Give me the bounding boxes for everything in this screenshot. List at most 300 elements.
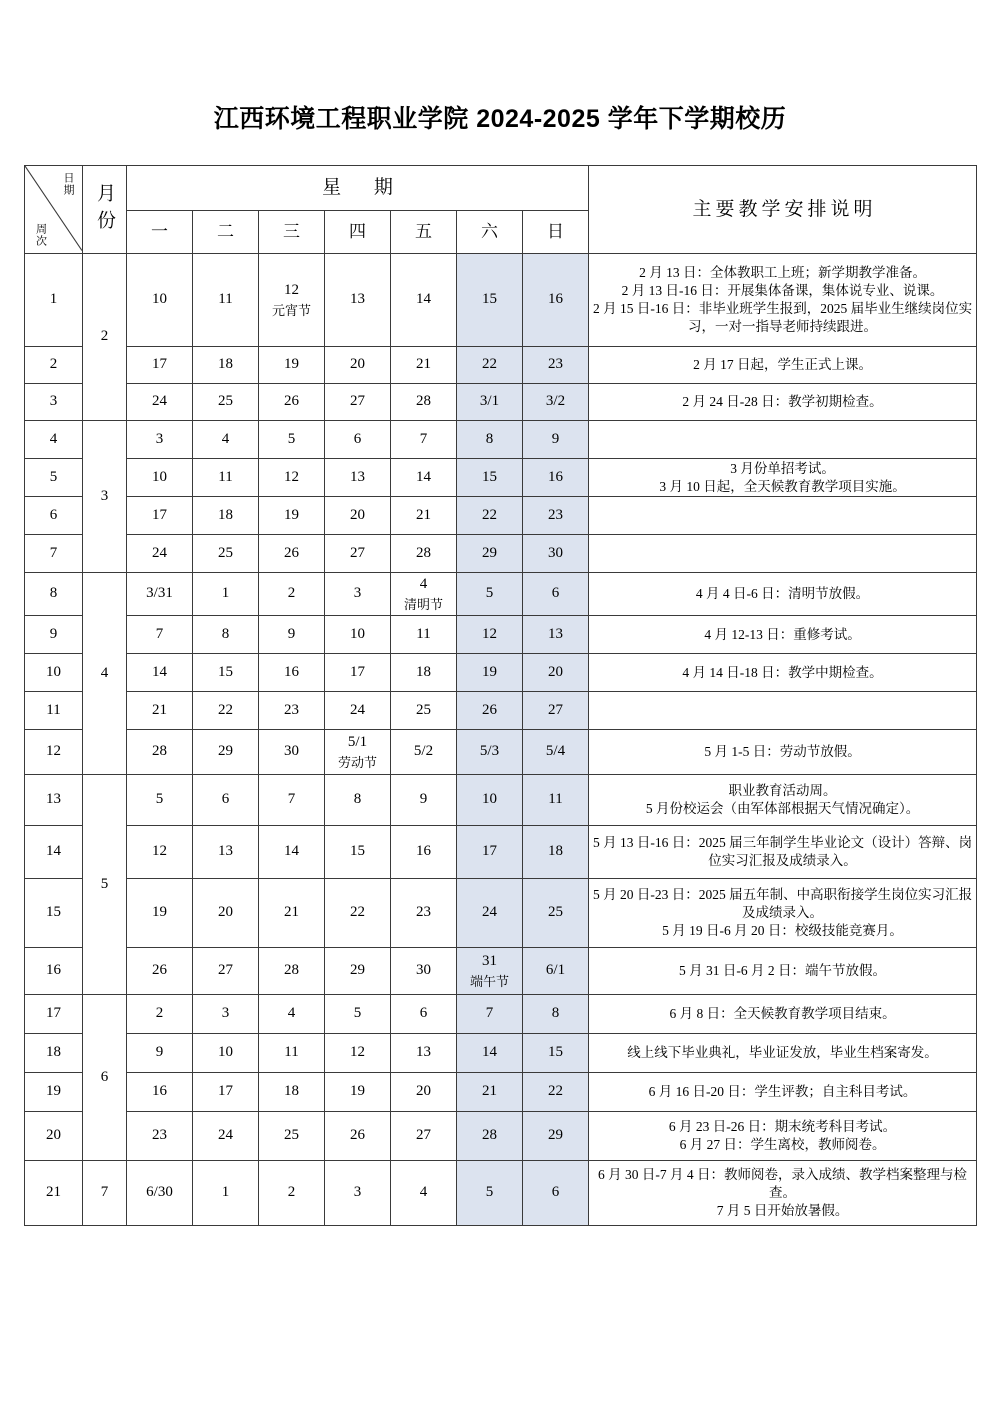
page-title: 江西环境工程职业学院 2024-2025 学年下学期校历 — [213, 105, 787, 133]
table-row — [25, 879, 977, 948]
date-cell — [457, 573, 523, 616]
date-number: 22 — [548, 1083, 563, 1100]
date-cell — [127, 1034, 193, 1073]
date-cell — [127, 254, 193, 347]
date-cell — [325, 1073, 391, 1112]
month-number-cell: 6 — [83, 995, 127, 1161]
date-number: 18 — [548, 843, 563, 860]
date-number: 16 — [548, 468, 563, 485]
date-cell — [457, 616, 523, 654]
corner-week-label: 周次 — [34, 223, 47, 247]
date-cell — [193, 948, 259, 995]
date-cell — [391, 573, 457, 616]
date-cell — [259, 995, 325, 1034]
notes-cell — [589, 1034, 977, 1073]
week-number-cell: 6 — [25, 497, 83, 535]
date-cell — [193, 421, 259, 459]
date-number: 10 — [482, 791, 497, 808]
date-number: 21 — [152, 701, 167, 718]
date-cell — [523, 948, 589, 995]
date-cell — [391, 948, 457, 995]
date-cell — [391, 535, 457, 573]
date-number: 20 — [416, 1083, 431, 1100]
date-number: 9 — [419, 791, 428, 808]
date-cell — [127, 497, 193, 535]
date-number: 10 — [152, 468, 167, 485]
note-line: 线上线下毕业典礼，毕业证发放，毕业生档案寄发。 — [627, 1045, 938, 1061]
week-number-cell: 12 — [25, 730, 83, 775]
date-cell — [523, 1073, 589, 1112]
week-number-cell: 14 — [25, 826, 83, 879]
date-number: 5/3 — [479, 743, 500, 760]
date-number: 5 — [287, 430, 296, 447]
date-number: 5/2 — [413, 743, 434, 760]
date-cell — [391, 1034, 457, 1073]
notes-cell — [589, 948, 977, 995]
date-number: 23 — [284, 701, 299, 718]
date-cell — [127, 1161, 193, 1226]
note-line: 职业教育活动周。 — [728, 783, 837, 799]
date-cell — [193, 497, 259, 535]
note-line: 5 月份校运会（由军体部根据天气情况确定）。 — [645, 801, 920, 816]
date-cell — [391, 692, 457, 730]
date-cell — [325, 1034, 391, 1073]
date-number: 27 — [350, 544, 365, 561]
date-number: 7 — [485, 1005, 494, 1022]
date-cell — [127, 573, 193, 616]
date-number: 18 — [284, 1083, 299, 1100]
week-number-cell: 20 — [25, 1112, 83, 1161]
notes-cell — [589, 616, 977, 654]
date-cell — [391, 730, 457, 775]
date-number: 30 — [548, 544, 563, 561]
date-cell — [391, 616, 457, 654]
date-cell — [259, 730, 325, 775]
date-number: 30 — [416, 962, 431, 979]
date-cell — [457, 384, 523, 421]
date-number: 28 — [284, 962, 299, 979]
date-cell — [325, 879, 391, 948]
date-number: 2 — [287, 1184, 296, 1201]
date-number: 26 — [350, 1127, 365, 1144]
date-cell — [391, 1073, 457, 1112]
date-number: 15 — [482, 291, 497, 308]
day-of-week-header-2: 二 — [193, 211, 259, 254]
date-cell — [259, 826, 325, 879]
date-cell — [127, 692, 193, 730]
note-line: 3 月 10 日起，全天候教育教学项目实施。 — [659, 478, 906, 494]
date-number: 14 — [416, 468, 431, 485]
date-cell — [193, 879, 259, 948]
date-cell — [391, 421, 457, 459]
month-number-cell: 4 — [83, 573, 127, 775]
date-number: 17 — [350, 663, 365, 680]
date-cell — [457, 730, 523, 775]
date-number: 6 — [551, 1184, 560, 1201]
date-number: 2 — [287, 585, 296, 602]
date-number: 6 — [221, 791, 230, 808]
month-number-cell: 3 — [83, 421, 127, 573]
date-cell — [325, 692, 391, 730]
date-cell — [391, 254, 457, 347]
date-number: 22 — [218, 701, 233, 718]
date-number: 11 — [284, 1044, 299, 1061]
table-row — [25, 995, 977, 1034]
notes-cell — [589, 730, 977, 775]
week-number-cell: 9 — [25, 616, 83, 654]
date-cell — [523, 654, 589, 692]
date-number: 12 — [284, 468, 299, 485]
date-number: 18 — [218, 356, 233, 373]
date-number: 3 — [221, 1005, 230, 1022]
date-number: 16 — [152, 1083, 167, 1100]
date-number: 4 — [419, 576, 428, 593]
table-row — [25, 826, 977, 879]
date-cell — [325, 384, 391, 421]
date-cell — [325, 826, 391, 879]
week-number-cell: 10 — [25, 654, 83, 692]
date-number: 6 — [353, 430, 362, 447]
date-cell — [457, 879, 523, 948]
table-row — [25, 254, 977, 347]
week-number-cell: 18 — [25, 1034, 83, 1073]
month-header-char-2: 份 — [94, 209, 116, 229]
date-cell — [127, 384, 193, 421]
date-number: 24 — [350, 701, 365, 718]
date-number: 9 — [155, 1044, 164, 1061]
date-number: 2 — [155, 1005, 164, 1022]
date-number: 24 — [482, 904, 497, 921]
notes-column-header: 主要教学安排说明 — [589, 166, 977, 254]
date-number: 14 — [482, 1044, 497, 1061]
date-cell — [325, 347, 391, 384]
date-cell — [127, 535, 193, 573]
date-cell — [127, 826, 193, 879]
date-number: 15 — [218, 663, 233, 680]
date-number: 13 — [350, 468, 365, 485]
date-cell — [193, 347, 259, 384]
date-cell — [391, 459, 457, 497]
date-cell — [127, 616, 193, 654]
notes-cell — [589, 254, 977, 347]
date-number: 12 — [152, 843, 167, 860]
table-row — [25, 1034, 977, 1073]
note-line: 6 月 16 日-20 日：学生评教；自主科目考试。 — [648, 1084, 917, 1100]
date-number: 20 — [350, 356, 365, 373]
date-number: 5 — [155, 791, 164, 808]
date-cell — [391, 879, 457, 948]
notes-cell — [589, 1112, 977, 1161]
notes-cell — [589, 384, 977, 421]
week-number-cell: 15 — [25, 879, 83, 948]
date-cell — [325, 654, 391, 692]
date-number: 5 — [485, 585, 494, 602]
date-number: 5/4 — [545, 743, 566, 760]
date-cell — [127, 730, 193, 775]
date-cell — [325, 254, 391, 347]
date-cell — [457, 692, 523, 730]
date-cell — [391, 995, 457, 1034]
date-number: 22 — [350, 904, 365, 921]
table-body — [25, 254, 977, 1226]
date-cell — [457, 1161, 523, 1226]
notes-cell — [589, 654, 977, 692]
date-number: 13 — [416, 1044, 431, 1061]
date-cell — [325, 459, 391, 497]
notes-cell — [589, 879, 977, 948]
table-row — [25, 616, 977, 654]
date-number: 29 — [482, 544, 497, 561]
notes-cell — [589, 347, 977, 384]
date-number: 22 — [482, 356, 497, 373]
corner-date-label: 日期 — [62, 172, 74, 196]
date-number: 25 — [548, 904, 563, 921]
note-line: 4 月 4 日-6 日：清明节放假。 — [695, 586, 870, 602]
notes-cell — [589, 497, 977, 535]
date-number: 30 — [284, 743, 299, 760]
date-number: 27 — [350, 393, 365, 410]
date-number: 3 — [155, 430, 164, 447]
day-of-week-header-7: 日 — [523, 211, 589, 254]
header-row-top — [25, 166, 977, 211]
date-cell — [325, 1161, 391, 1226]
date-number: 28 — [416, 544, 431, 561]
date-cell — [259, 384, 325, 421]
date-cell — [193, 459, 259, 497]
table-row — [25, 384, 977, 421]
date-cell — [259, 775, 325, 826]
notes-cell — [589, 826, 977, 879]
date-cell — [325, 497, 391, 535]
date-number: 7 — [419, 430, 428, 447]
date-cell — [391, 826, 457, 879]
table-header — [25, 166, 977, 254]
date-cell — [391, 497, 457, 535]
date-number: 29 — [350, 962, 365, 979]
date-number: 13 — [548, 625, 563, 642]
date-number: 6 — [419, 1005, 428, 1022]
date-number: 3 — [353, 1184, 362, 1201]
date-number: 15 — [350, 843, 365, 860]
date-number: 28 — [482, 1127, 497, 1144]
note-line: 5 月 19 日-6 月 20 日：校级技能竞赛月。 — [662, 922, 903, 938]
date-number: 20 — [350, 506, 365, 523]
date-cell — [523, 775, 589, 826]
date-cell — [193, 1112, 259, 1161]
date-cell — [325, 995, 391, 1034]
week-number-cell: 3 — [25, 384, 83, 421]
notes-cell — [589, 573, 977, 616]
date-number: 14 — [284, 843, 299, 860]
note-line: 2 月 24 日-28 日：教学初期检查。 — [682, 394, 883, 410]
note-line: 4 月 12-13 日：重修考试。 — [704, 626, 861, 642]
date-cell — [193, 654, 259, 692]
date-cell — [193, 775, 259, 826]
date-number: 27 — [416, 1127, 431, 1144]
date-cell — [193, 384, 259, 421]
date-number: 3/1 — [479, 393, 500, 410]
date-number: 4 — [419, 1184, 428, 1201]
date-cell — [457, 459, 523, 497]
table-row — [25, 1112, 977, 1161]
date-cell — [259, 347, 325, 384]
month-number-cell: 2 — [83, 254, 127, 421]
date-cell — [193, 254, 259, 347]
date-cell — [193, 692, 259, 730]
week-number-cell: 21 — [25, 1161, 83, 1226]
table-row — [25, 692, 977, 730]
date-cell — [259, 1161, 325, 1226]
date-number: 6 — [551, 585, 560, 602]
date-number: 23 — [152, 1127, 167, 1144]
date-number: 25 — [284, 1127, 299, 1144]
date-number: 22 — [482, 506, 497, 523]
month-header-char-1: 月 — [94, 182, 116, 203]
date-number: 19 — [482, 663, 497, 680]
month-column-header — [83, 166, 127, 254]
date-cell — [259, 692, 325, 730]
date-cell — [259, 497, 325, 535]
date-number: 5 — [485, 1184, 494, 1201]
date-number: 17 — [482, 843, 497, 860]
date-cell — [457, 654, 523, 692]
table-row — [25, 421, 977, 459]
date-number: 19 — [152, 904, 167, 921]
table-row — [25, 497, 977, 535]
date-cell — [127, 421, 193, 459]
date-cell — [457, 497, 523, 535]
academic-calendar-table — [24, 165, 977, 1226]
date-cell — [457, 826, 523, 879]
date-cell — [259, 573, 325, 616]
table-row — [25, 948, 977, 995]
week-number-cell: 13 — [25, 775, 83, 826]
note-line: 5 月 31 日-6 月 2 日：端午节放假。 — [679, 963, 887, 979]
day-of-week-header-3: 三 — [259, 211, 325, 254]
date-number: 17 — [152, 356, 167, 373]
date-number: 28 — [416, 393, 431, 410]
note-line: 6 月 27 日：学生离校，教师阅卷。 — [679, 1137, 886, 1152]
date-number: 31 — [482, 953, 497, 970]
date-number: 20 — [548, 663, 563, 680]
date-number: 29 — [218, 743, 233, 760]
date-number: 16 — [548, 291, 563, 308]
week-number-cell: 19 — [25, 1073, 83, 1112]
note-line: 7 月 5 日开始放暑假。 — [716, 1202, 849, 1218]
notes-cell — [589, 692, 977, 730]
table-row — [25, 459, 977, 497]
date-cell — [523, 730, 589, 775]
day-of-week-header-1: 一 — [127, 211, 193, 254]
date-cell — [193, 826, 259, 879]
date-cell — [325, 535, 391, 573]
date-cell — [523, 347, 589, 384]
notes-cell — [589, 995, 977, 1034]
date-number: 4 — [287, 1005, 296, 1022]
date-number: 5/1 — [347, 734, 368, 751]
date-number: 25 — [218, 544, 233, 561]
date-number: 24 — [218, 1127, 233, 1144]
date-number: 24 — [152, 393, 167, 410]
date-cell — [259, 1034, 325, 1073]
date-number: 12 — [350, 1044, 365, 1061]
date-cell — [523, 421, 589, 459]
week-number-cell: 2 — [25, 347, 83, 384]
date-cell — [193, 616, 259, 654]
date-cell — [325, 948, 391, 995]
date-cell — [523, 254, 589, 347]
table-row — [25, 1073, 977, 1112]
weekday-group-header: 星 期 — [127, 166, 589, 211]
date-cell — [523, 1161, 589, 1226]
notes-cell — [589, 535, 977, 573]
notes-cell — [589, 1161, 977, 1226]
date-number: 12 — [284, 282, 299, 299]
date-cell — [193, 730, 259, 775]
note-line: 2 月 13 日：全体教职工上班；新学期教学准备。 — [639, 265, 926, 281]
date-number: 21 — [482, 1083, 497, 1100]
date-cell — [127, 775, 193, 826]
date-number: 8 — [353, 791, 362, 808]
date-number: 23 — [548, 506, 563, 523]
month-number-cell: 5 — [83, 775, 127, 995]
date-cell — [457, 421, 523, 459]
week-date-corner-cell — [25, 166, 83, 254]
note-line: 2 月 15 日-16 日：非毕业班学生报到，2025 届毕业生继续岗位实习，一对一指导老师持续跟进。 — [592, 301, 973, 334]
date-cell — [325, 573, 391, 616]
date-number: 12 — [482, 625, 497, 642]
date-cell — [127, 654, 193, 692]
date-cell — [259, 459, 325, 497]
date-cell — [523, 1112, 589, 1161]
date-cell — [457, 1073, 523, 1112]
week-number-cell: 8 — [25, 573, 83, 616]
table-row — [25, 535, 977, 573]
date-number: 25 — [416, 701, 431, 718]
date-cell — [523, 995, 589, 1034]
date-cell — [457, 995, 523, 1034]
date-number: 15 — [548, 1044, 563, 1061]
date-cell — [457, 535, 523, 573]
note-line: 4 月 14 日-18 日：教学中期检查。 — [682, 664, 883, 680]
date-number: 8 — [485, 430, 494, 447]
date-cell — [391, 654, 457, 692]
date-number: 26 — [152, 962, 167, 979]
table-row — [25, 654, 977, 692]
date-cell — [523, 826, 589, 879]
date-cell — [523, 1034, 589, 1073]
note-line: 5 月 20 日-23 日：2025 届五年制、中高职衔接学生岗位实习汇报及成绩录入。 — [592, 887, 973, 921]
date-number: 27 — [548, 701, 563, 718]
month-number-cell: 7 — [83, 1161, 127, 1226]
week-number-cell: 11 — [25, 692, 83, 730]
date-number: 18 — [218, 506, 233, 523]
date-number: 14 — [416, 291, 431, 308]
date-number: 19 — [284, 506, 299, 523]
date-cell — [325, 1112, 391, 1161]
date-cell — [127, 948, 193, 995]
date-cell — [259, 1112, 325, 1161]
week-number-cell: 7 — [25, 535, 83, 573]
festival-label: 端午节 — [469, 973, 509, 989]
date-number: 3/31 — [146, 585, 173, 602]
date-cell — [259, 879, 325, 948]
date-cell — [127, 995, 193, 1034]
date-cell — [457, 1034, 523, 1073]
date-number: 19 — [350, 1083, 365, 1100]
date-number: 18 — [416, 663, 431, 680]
date-cell — [259, 535, 325, 573]
